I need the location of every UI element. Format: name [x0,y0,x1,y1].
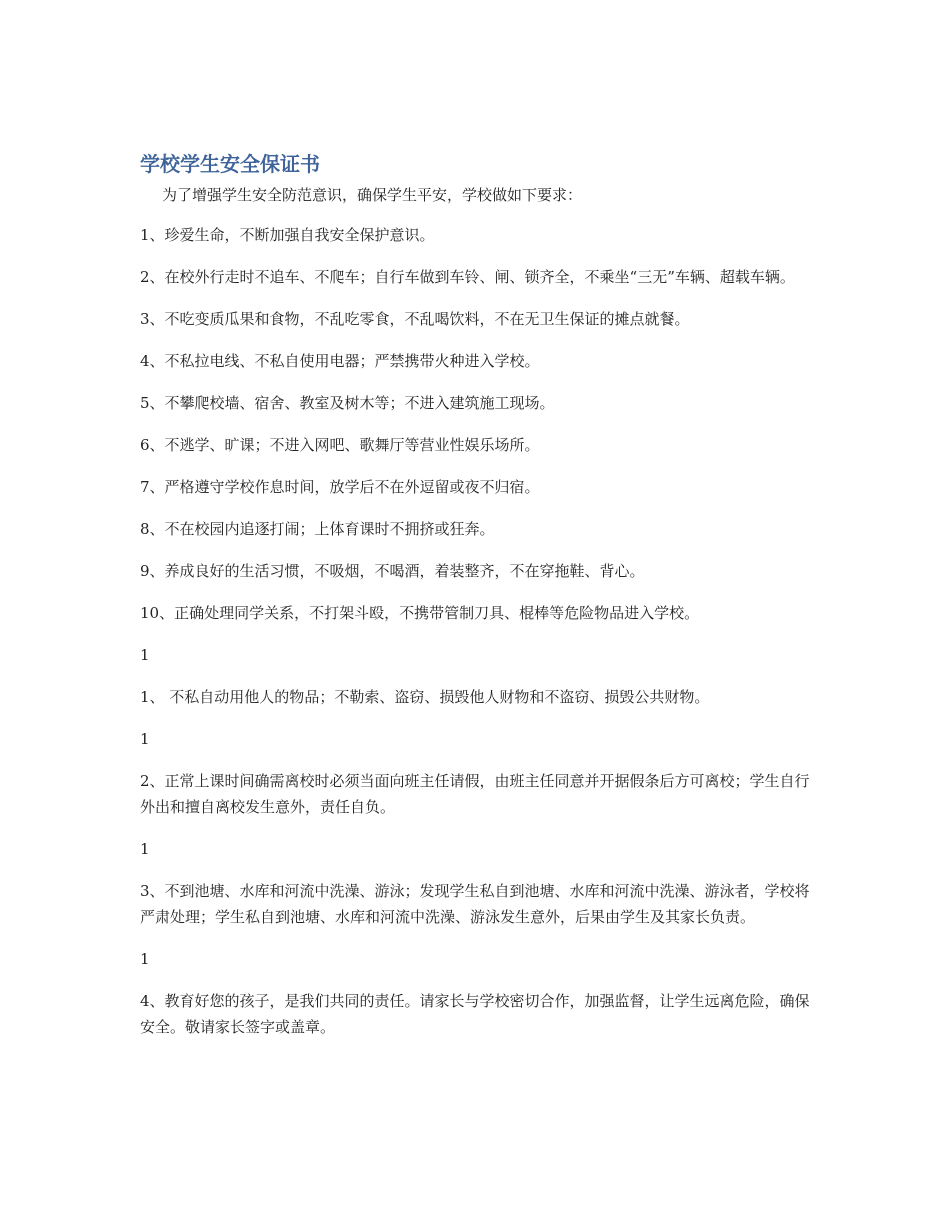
rule-item: 2、在校外行走时不追车、不爬车；自行车做到车铃、闸、锁齐全，不乘坐“三无”车辆、超载车辆。 [140,268,795,286]
rule-item: 7、严格遵守学校作息时间，放学后不在外逗留或夜不归宿。 [140,478,540,496]
rule-item: 4、不私拉电线、不私自使用电器；严禁携带火种进入学校。 [140,352,540,370]
rule-item: 10、正确处理同学关系，不打架斗殴，不携带管制刀具、棍棒等危险物品进入学校。 [140,604,700,622]
rule-item: 5、不攀爬校墙、宿舍、教室及树木等；不进入建筑施工现场。 [140,394,555,412]
rule-item: 6、不逃学、旷课；不进入网吧、歌舞厅等营业性娱乐场所。 [140,436,540,454]
rule-item: 9、养成良好的生活习惯，不吸烟，不喝酒，着装整齐，不在穿拖鞋、背心。 [140,562,645,580]
rule-item: 8、不在校园内追逐打闹；上体育课时不拥挤或狂奔。 [140,520,495,538]
numbering-marker: 1 [140,730,150,748]
rule-item: 4、教育好您的孩子，是我们共同的责任。请家长与学校密切合作，加强监督，让学生远离危险，确保安全。敬请家长签字或盖章。 [140,992,810,1036]
numbering-marker: 1 [140,646,150,664]
numbering-marker: 1 [140,840,150,858]
intro-paragraph: 为了增强学生安全防范意识，确保学生平安，学校做如下要求： [162,186,583,204]
rule-item: 1、 不私自动用他人的物品；不勒索、盗窃、损毁他人财物和不盗窃、损毁公共财物。 [140,688,710,706]
rule-item: 3、不到池塘、水库和河流中洗澡、游泳；发现学生私自到池塘、水库和河流中洗澡、游泳者，学校将严肃处理；学生私自到池塘、水库和河流中洗澡、游泳发生意外，后果由学生及其家长负责。 [140,882,810,926]
document-page [140,150,820,1056]
numbering-marker: 1 [140,950,150,968]
rule-item: 3、不吃变质瓜果和食物，不乱吃零食，不乱喝饮料，不在无卫生保证的摊点就餐。 [140,310,690,328]
rule-item: 1、珍爱生命，不断加强自我安全保护意识。 [140,226,435,244]
document-title: 学校学生安全保证书 [140,152,320,176]
rule-item: 2、正常上课时间确需离校时必须当面向班主任请假，由班主任同意并开据假条后方可离校；学生自行外出和擅自离校发生意外，责任自负。 [140,772,810,816]
